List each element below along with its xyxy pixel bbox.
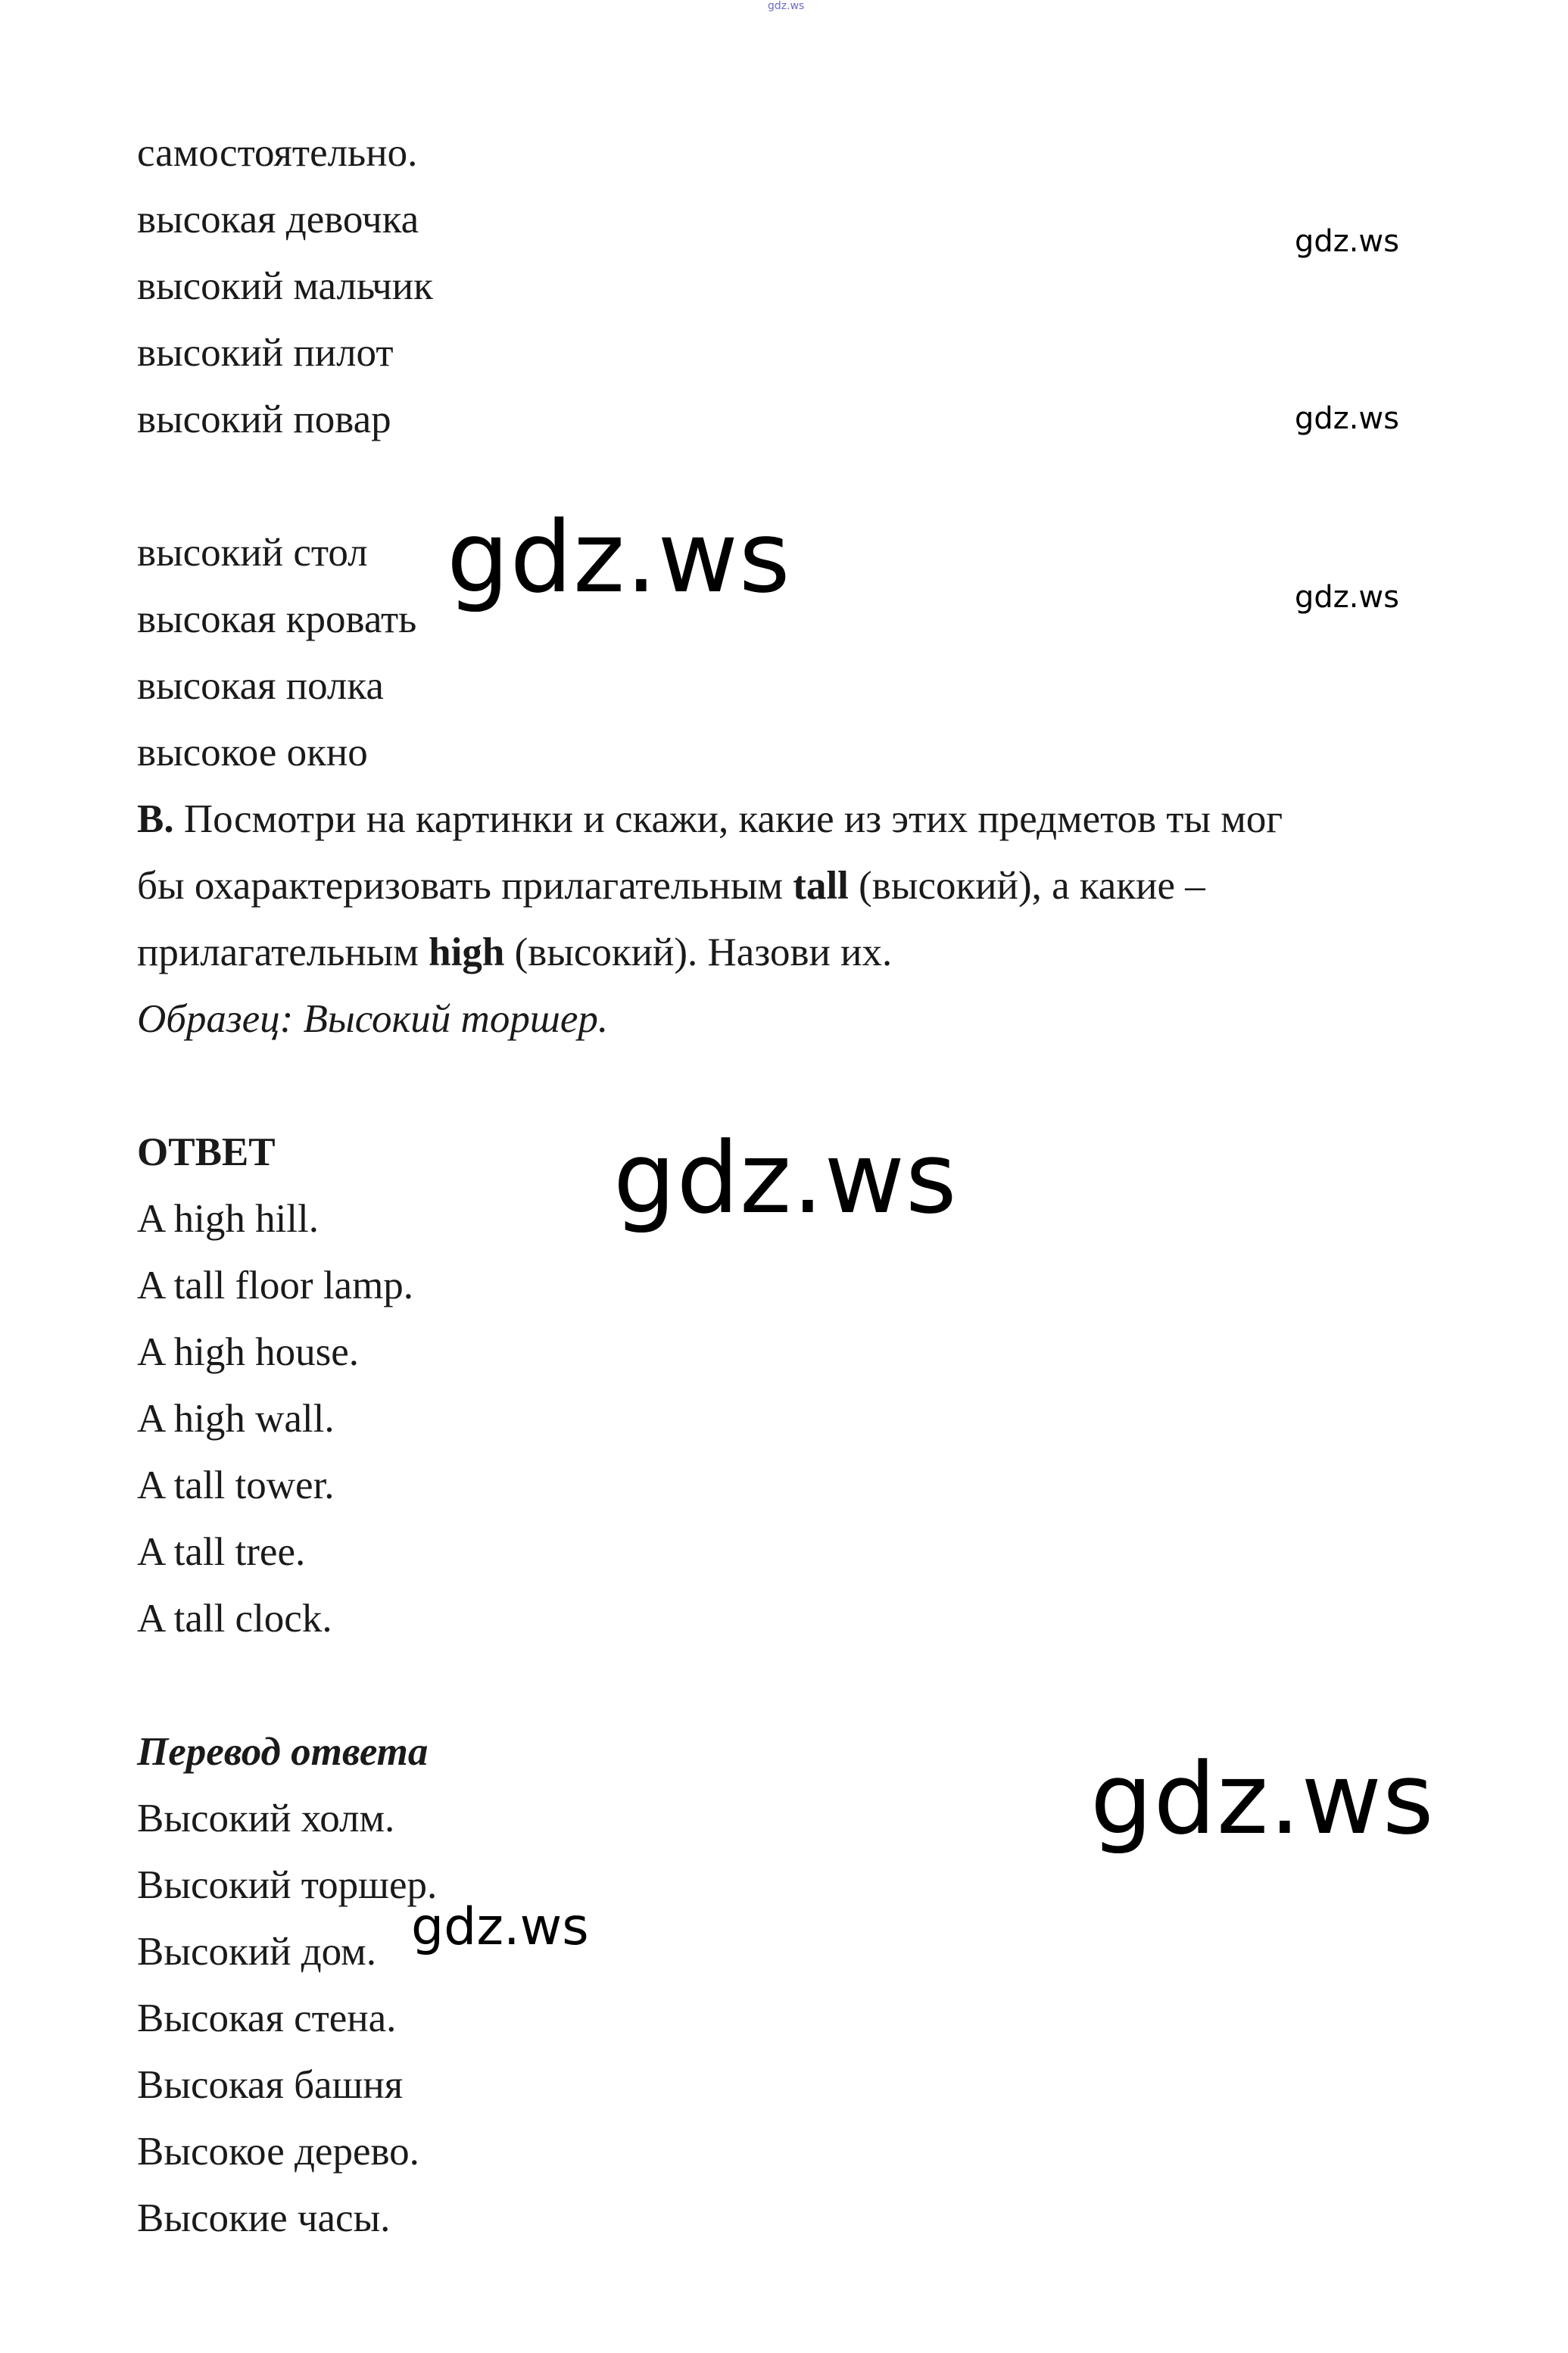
watermark: gdz.ws — [411, 1897, 589, 1957]
text-line: высокий стол — [137, 531, 368, 575]
top-watermark: gdz.ws — [768, 0, 805, 12]
watermark: gdz.ws — [447, 500, 791, 615]
translation-item: Высокое дерево. — [137, 2130, 419, 2174]
translation-item: Высокие часы. — [137, 2196, 391, 2240]
answer-item: A tall tower. — [137, 1463, 335, 1507]
task-word-high: high — [429, 930, 505, 974]
task-text: Посмотри на картинки и скажи, какие из этих предметов ты мог — [183, 797, 1283, 841]
text-line: самостоятельно. — [137, 131, 418, 175]
task-text: (высокий), а какие – — [848, 864, 1205, 908]
translation-item: Высокий торшер. — [137, 1863, 438, 1907]
text-line: высокая полка — [137, 664, 384, 708]
text-line: высокий мальчик — [137, 264, 433, 308]
text-line: высокая девочка — [137, 198, 419, 242]
task-line-2 — [137, 852, 1205, 919]
text-line: высокое окно — [137, 731, 368, 774]
answer-item: A tall tree. — [137, 1530, 306, 1574]
task-line-1 — [137, 786, 1283, 852]
task-text: прилагательным — [137, 930, 429, 974]
answer-item: A high wall. — [137, 1397, 335, 1441]
translation-item: Высокий дом. — [137, 1930, 376, 1974]
watermark: gdz.ws — [1295, 224, 1400, 259]
answer-item: A tall clock. — [137, 1597, 332, 1641]
answer-item: A high house. — [137, 1330, 359, 1374]
answer-heading: ОТВЕТ — [137, 1130, 276, 1174]
watermark: gdz.ws — [613, 1120, 958, 1236]
task-line-3 — [137, 919, 892, 986]
task-text: (высокий). Назови их. — [504, 930, 893, 974]
task-text: бы охарактеризовать прилагательным — [137, 864, 793, 908]
task-example: Образец: Высокий торшер. — [137, 997, 609, 1041]
text-line: высокий пилот — [137, 331, 394, 375]
text-line: высокая кровать — [137, 597, 417, 641]
watermark: gdz.ws — [1090, 1741, 1435, 1856]
translation-item: Высокая стена. — [137, 1996, 397, 2040]
answer-item: A tall floor lamp. — [137, 1264, 414, 1307]
translation-item: Высокий холм. — [137, 1797, 395, 1840]
translation-heading: Перевод ответа — [137, 1730, 429, 1774]
watermark: gdz.ws — [1295, 580, 1400, 615]
answer-item: A high hill. — [137, 1197, 320, 1241]
watermark: gdz.ws — [1295, 401, 1400, 436]
translation-item: Высокая башня — [137, 2063, 404, 2107]
task-label: B. — [137, 797, 174, 841]
text-line: высокий повар — [137, 397, 391, 441]
task-word-tall: tall — [793, 864, 849, 908]
